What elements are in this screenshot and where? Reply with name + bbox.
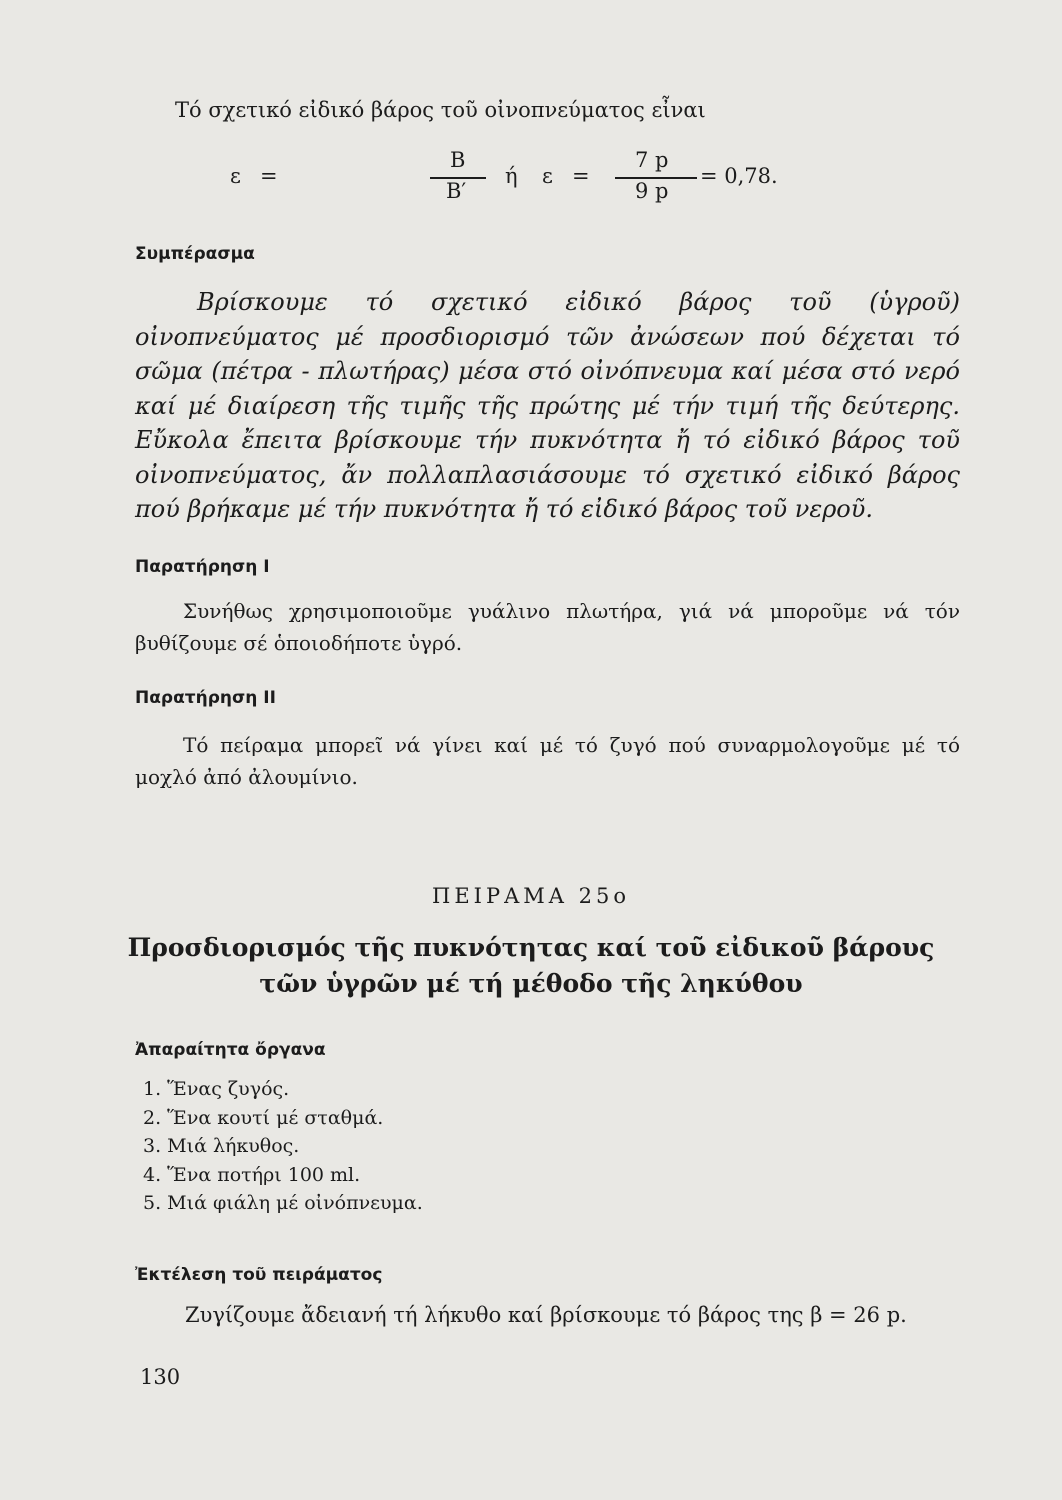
remark1-heading: Παρατήρηση Ι [135,557,270,577]
remark2-text: Τό πείραμα μπορεῖ νά γίνει καί μέ τό ζυγό πού συναρμολογοῦμε μέ τό μοχλό ἀπό ἀλουμίνιο. [135,733,960,789]
remark2-heading: Παρατήρηση ΙΙ [135,688,276,708]
formula-frac2-numerator: 7 p [635,148,669,172]
formula-eps-2: ε [542,164,553,188]
equipment-item: 3. Μιά λήκυθος. [143,1135,300,1157]
experiment-title-line2: τῶν ὑγρῶν μέ τή μέθοδο τῆς ληκύθου [259,969,803,998]
formula-result: = 0,78. [700,164,778,188]
conclusion-heading: Συμπέρασμα [135,244,255,264]
remark1-text: Συνήθως χρησιμοποιοῦμε γυάλινο πλωτήρα, γιά νά μποροῦμε νά τόν βυθίζουμε σέ ὁποιοδήποτε ὑγρό. [135,599,960,655]
formula-eps-1: ε [230,164,241,188]
formula-equals-2: = [572,164,590,188]
experiment-title [0,930,1062,1002]
equipment-list [143,1075,423,1218]
formula-equals-1: = [260,164,278,188]
formula-frac1-numerator: Β [450,148,466,172]
conclusion-text: Βρίσκουμε τό σχετικό εἰδικό βάρος τοῦ (ὑγροῦ) οἰνοπνεύματος μέ προσδιορισμό τῶν ἀνώσεων πού δέχεται τό σῶμα (πέτρα - πλωτήρας) μέσα στό οἰνόπνευμα καί μέσα στό νερό καί μέ διαίρεση τῆς τιμῆς τῆς πρώτης μέ τήν τιμή τῆς δεύτερης. Εὔκολα ἔπειτα βρίσκουμε τήν πυκνότητα ἤ τό εἰδικό βάρος τοῦ οἰνοπνεύματος, ἄν πολλαπλασιάσουμε τό σχετικό εἰδικό βάρος πού βρήκαμε μέ τήν πυκνότητα ἤ τό εἰδικό βάρος τοῦ νεροῦ. [135,288,960,523]
procedure-heading: Ἐκτέλεση τοῦ πειράματος [135,1265,383,1285]
relative-density-formula [230,140,790,210]
equipment-item: 1. Ἕνας ζυγός. [143,1078,290,1100]
equipment-heading: Ἀπαραίτητα ὄργανα [135,1040,326,1060]
formula-frac1-denominator: Β′ [446,179,467,203]
formula-or: ή [505,164,518,188]
formula-frac2-denominator: 9 p [635,179,669,203]
experiment-number: ΠΕΙΡΑΜΑ 25ο [432,884,630,908]
page-number: 130 [140,1365,181,1389]
intro-line: Τό σχετικό εἰδικό βάρος τοῦ οἰνοπνεύματος εἶναι [175,98,706,122]
experiment-title-line1: Προσδιορισμός τῆς πυκνότητας καί τοῦ εἰδικοῦ βάρους [127,933,935,962]
equipment-item: 2. Ἕνα κουτί μέ σταθμά. [143,1106,384,1129]
equipment-item: 5. Μιά φιάλη μέ οἰνόπνευμα. [143,1192,423,1214]
equipment-item: 4. Ἕνα ποτήρι 100 ml. [143,1163,361,1186]
procedure-text: Ζυγίζουμε ἄδειανή τή λήκυθο καί βρίσκουμε τό βάρος της β = 26 p. [185,1303,907,1327]
